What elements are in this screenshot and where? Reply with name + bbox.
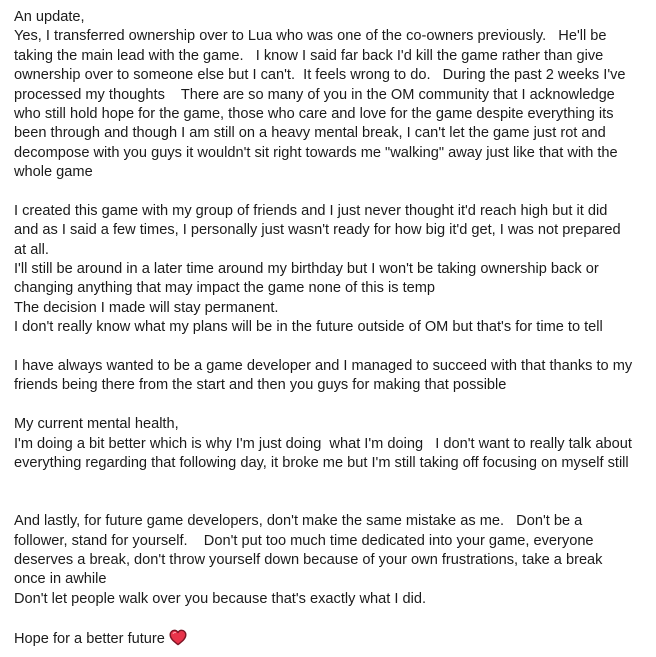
text-line: Yes, I transferred ownership over to Lua who was one of the co-owners previously. He'll be	[14, 28, 607, 45]
text-line: The decision I made will stay permanent.	[14, 299, 279, 316]
text-line: ownership over to someone else but I can't. It feels wrong to do. During the past 2 weeks I've	[14, 67, 626, 84]
blank-line	[14, 473, 646, 492]
document-body	[14, 8, 646, 648]
text-line: I'm doing a bit better which is why I'm just doing what I'm doing I don't want to really talk about	[14, 435, 632, 452]
text-line: changing anything that may impact the game none of this is temp	[14, 280, 436, 297]
closing-line	[14, 629, 646, 648]
text-line: I'll still be around in a later time around my birthday but I won't be taking ownership back or	[14, 261, 599, 278]
text-line: taking the main lead with the game. I know I said far back I'd kill the game rather than give	[14, 47, 604, 64]
text-line: I have always wanted to be a game developer and I managed to succeed with that thanks to my	[14, 358, 633, 375]
text-line: once in awhile	[14, 571, 107, 588]
blank-line	[14, 183, 646, 202]
text-line: My current mental health,	[14, 416, 179, 433]
text-line: I don't really know what my plans will be in the future outside of OM but that's for time to tell	[14, 319, 603, 336]
text-line: and as I said a few times, I personally just wasn't ready for how big it'd get, I was not prepared	[14, 222, 621, 239]
text-line: deserves a break, don't throw yourself down because of your own frustrations, take a break	[14, 551, 603, 568]
text-line: I created this game with my group of friends and I just never thought it'd reach high but it did	[14, 202, 608, 219]
text-line: follower, stand for yourself. Don't put too much time dedicated into your game, everyone	[14, 532, 594, 549]
closing-text: Hope for a better future	[14, 630, 165, 647]
blank-line	[14, 609, 646, 628]
text-line: everything regarding that following day, it broke me but I'm still taking off focusing on myself still	[14, 454, 629, 471]
blank-line	[14, 396, 646, 415]
text-line: at all.	[14, 241, 49, 258]
text-line: Don't let people walk over you because that's exactly what I did.	[14, 590, 426, 607]
heart-emoji-icon	[169, 629, 187, 652]
text-line: An update,	[14, 9, 85, 25]
blank-line	[14, 493, 646, 512]
text-line: who still hold hope for the game, those who care and love for the game despite everything its	[14, 105, 614, 122]
text-line: friends being there from the start and then you guys for making that possible	[14, 377, 507, 394]
text-line: decompose with you guys it wouldn't sit right towards me "walking" away just like that with the	[14, 144, 618, 161]
blank-line	[14, 338, 646, 357]
text-line: processed my thoughts There are so many of you in the OM community that I acknowledge	[14, 86, 615, 103]
text-line: And lastly, for future game developers, don't make the same mistake as me. Don't be a	[14, 513, 583, 530]
text-line: whole game	[14, 164, 93, 181]
text-line: been through and though I am still on a heavy mental break, I can't let the game just rot and	[14, 125, 606, 142]
